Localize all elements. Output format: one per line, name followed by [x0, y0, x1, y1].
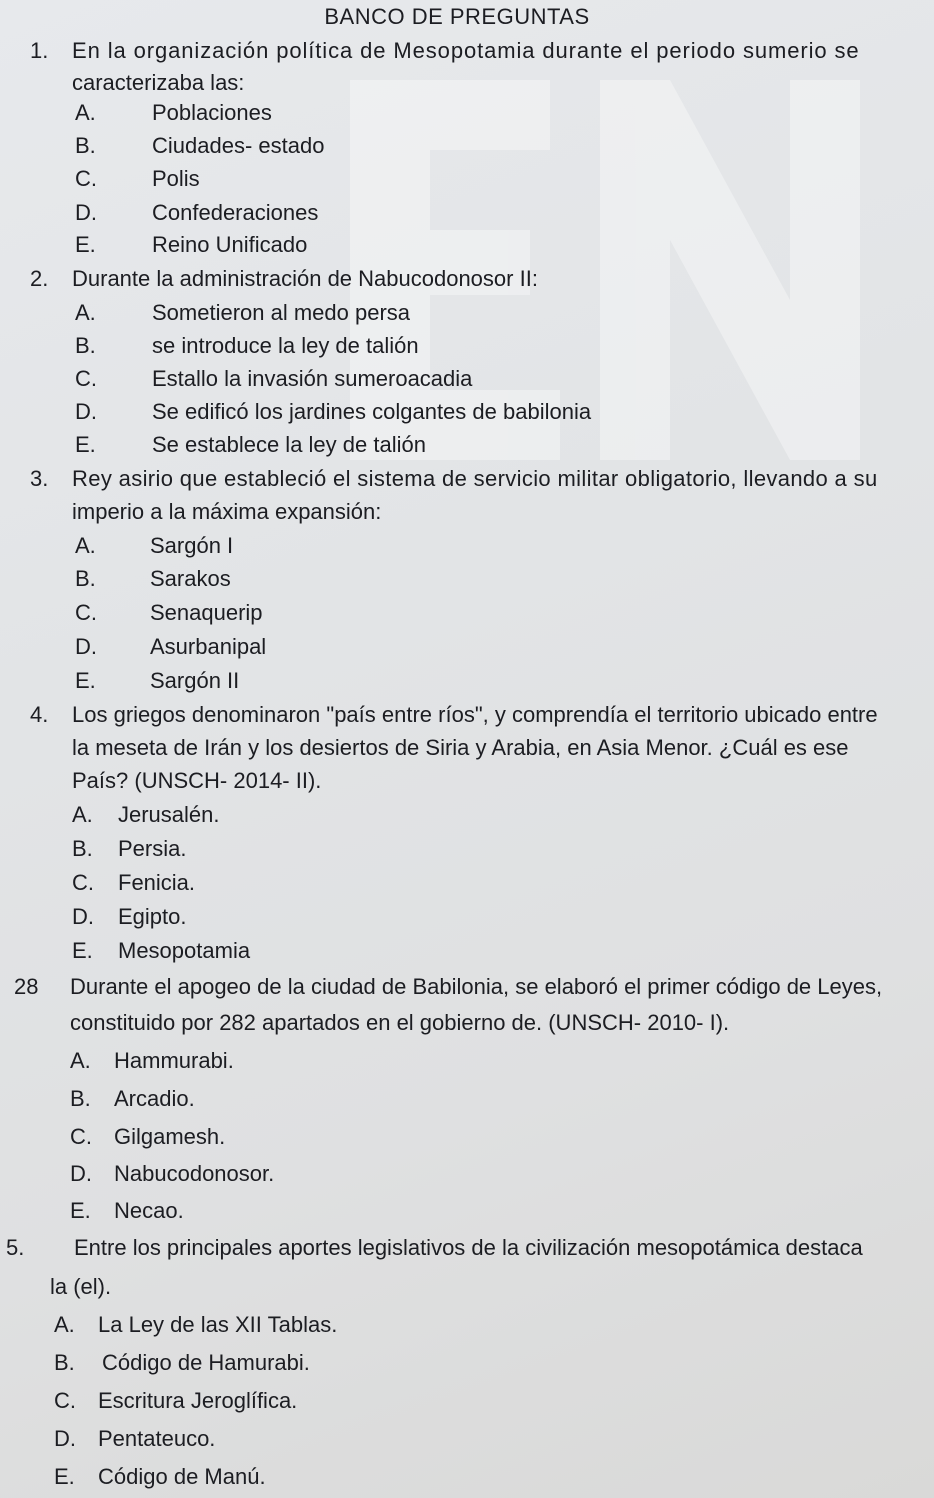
option-letter: A.: [54, 1312, 75, 1337]
option-text: Pentateuco.: [98, 1426, 216, 1451]
option-letter: C.: [70, 1124, 92, 1149]
question-number: 1.: [30, 38, 49, 63]
option-letter: B.: [70, 1086, 91, 1111]
question-stem: En la organización política de Mesopotamia durante el periodo sumerio se: [72, 38, 860, 63]
option-letter: A.: [72, 802, 93, 827]
option-letter: E.: [70, 1198, 91, 1223]
question-stem: Los griegos denominaron "país entre ríos", y comprendía el territorio ubicado entre: [72, 702, 878, 727]
option-text: Senaquerip: [150, 600, 263, 625]
option-text: Código de Hamurabi.: [102, 1350, 310, 1375]
option-letter: E.: [75, 668, 96, 693]
question-number: 4.: [30, 702, 49, 727]
option-letter: D.: [54, 1426, 76, 1451]
question-stem: la meseta de Irán y los desiertos de Siria y Arabia, en Asia Menor. ¿Cuál es ese: [72, 735, 849, 760]
option-letter: B.: [54, 1350, 75, 1375]
option-letter: D.: [72, 904, 94, 929]
option-text: Escritura Jeroglífica.: [98, 1388, 298, 1413]
option-text: Reino Unificado: [152, 232, 308, 257]
option-letter: A.: [75, 533, 96, 558]
option-letter: E.: [75, 232, 96, 257]
option-text: Poblaciones: [152, 100, 272, 125]
question-stem: Rey asirio que estableció el sistema de servicio militar obligatorio, llevando a su: [72, 466, 878, 491]
option-text: se introduce la ley de talión: [152, 333, 419, 358]
option-letter: C.: [72, 870, 94, 895]
option-letter: A.: [70, 1048, 91, 1073]
option-text: Arcadio.: [114, 1086, 195, 1111]
option-text: La Ley de las XII Tablas.: [98, 1312, 338, 1337]
option-letter: B.: [72, 836, 93, 861]
option-text: Persia.: [118, 836, 187, 861]
option-letter: B.: [75, 133, 96, 158]
question-stem: la (el).: [50, 1274, 112, 1299]
option-text: Sargón II: [150, 668, 240, 693]
option-text: Código de Manú.: [98, 1464, 266, 1489]
option-text: Asurbanipal: [150, 634, 267, 659]
option-letter: D.: [70, 1161, 92, 1186]
option-letter: B.: [75, 566, 96, 591]
option-letter: E.: [54, 1464, 75, 1489]
option-letter: D.: [75, 634, 97, 659]
option-letter: B.: [75, 333, 96, 358]
question-stem: constituido por 282 apartados en el gobierno de. (UNSCH- 2010- I).: [70, 1010, 730, 1035]
option-letter: C.: [54, 1388, 76, 1413]
question-number: 3.: [30, 466, 49, 491]
option-text: Polis: [152, 166, 200, 191]
option-text: Jerusalén.: [118, 802, 220, 827]
option-text: Mesopotamia: [118, 938, 251, 963]
option-letter: E.: [75, 432, 96, 457]
question-stem: imperio a la máxima expansión:: [72, 499, 382, 524]
option-text: Sarakos: [150, 566, 231, 591]
option-text: Fenicia.: [118, 870, 196, 895]
option-text: Se edificó los jardines colgantes de babilonia: [152, 399, 592, 424]
option-text: Hammurabi.: [114, 1048, 234, 1073]
option-text: Se establece la ley de talión: [152, 432, 426, 457]
option-letter: A.: [75, 300, 96, 325]
option-text: Confederaciones: [152, 200, 319, 225]
question-stem: País? (UNSCH- 2014- II).: [72, 768, 322, 793]
option-text: Gilgamesh.: [114, 1124, 226, 1149]
question-number: 2.: [30, 266, 49, 291]
option-text: Estallo la invasión sumeroacadia: [152, 366, 473, 391]
option-text: Sometieron al medo persa: [152, 300, 411, 325]
option-letter: C.: [75, 600, 97, 625]
option-letter: C.: [75, 166, 97, 191]
question-stem: caracterizaba las:: [72, 70, 245, 95]
option-letter: D.: [75, 399, 97, 424]
option-text: Egipto.: [118, 904, 187, 929]
option-text: Ciudades- estado: [152, 133, 325, 158]
option-letter: A.: [75, 100, 96, 125]
question-stem: Durante la administración de Nabucodonosor II:: [72, 266, 538, 291]
question-stem: Entre los principales aportes legislativos de la civilización mesopotámica destaca: [74, 1235, 863, 1260]
option-text: Sargón I: [150, 533, 234, 558]
page-title: BANCO DE PREGUNTAS: [324, 4, 590, 29]
question-number: 5.: [6, 1235, 25, 1260]
option-text: Nabucodonosor.: [114, 1161, 275, 1186]
question-stem: Durante el apogeo de la ciudad de Babilonia, se elaboró el primer código de Leyes,: [70, 974, 883, 999]
question-number: 28: [14, 974, 39, 999]
option-letter: C.: [75, 366, 97, 391]
option-text: Necao.: [114, 1198, 184, 1223]
option-letter: E.: [72, 938, 93, 963]
option-letter: D.: [75, 200, 97, 225]
